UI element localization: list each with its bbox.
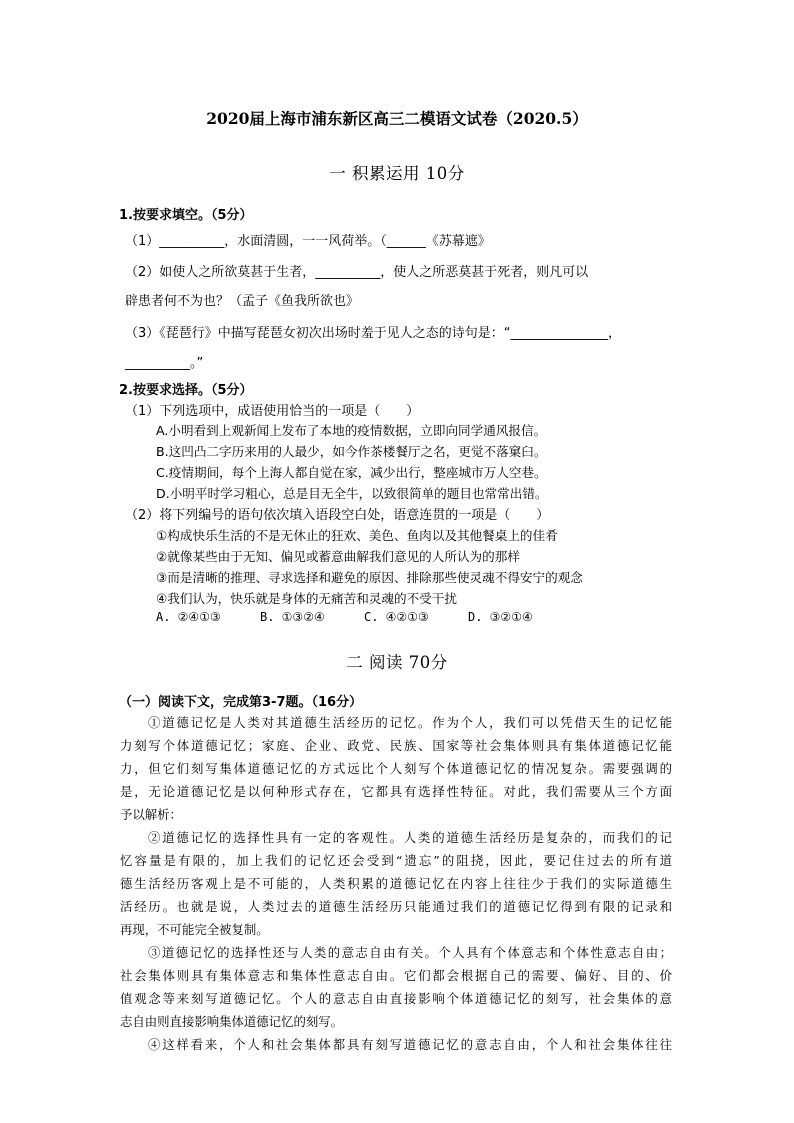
paragraph-line: ②道德记忆的选择性具有一定的客观性。人类的道德生活经历是复杂的，而我们的记 (148, 830, 672, 845)
option-a: A.小明看到上观新闻上发布了本地的疫情数据，立即向同学通风报信。 (156, 423, 547, 438)
sentence-4: ④我们认为，快乐就是身体的无痛苦和灵魂的不受干扰 (156, 591, 457, 606)
paragraph-line: 德生活经历客观上是不可能的，人类积累的道德记忆在内容上往往少于我们的实际道德生 (120, 876, 672, 891)
section-heading-reading: 二 阅读 70分 (346, 653, 448, 672)
question-1-item-1: （1）__________，水面清圆，一一风荷举。（______《苏幕遮》 (125, 234, 491, 249)
paragraph-line: 忆容量是有限的，加上我们的记忆还会受到“遗忘”的阻挠，因此，要记住过去的所有道 (120, 853, 672, 868)
paragraph-line: 社会集体则具有集体意志和集体性意志自由。它们都会根据自己的需要、偏好、目的、价 (120, 968, 672, 983)
reading-1-label: （一）阅读下文，完成第3-7题。（16分） (119, 695, 363, 710)
paragraph-line: 值观念等来刻写道德记忆。个人的意志自由直接影响个体道德记忆的刻写，社会集体的意 (120, 991, 672, 1006)
section-heading-accumulation: 一 积累运用 10分 (329, 164, 465, 183)
order-choices (156, 610, 572, 624)
order-choice-a: A. ②④①③ (156, 610, 221, 624)
paragraph-line: 力，但它们刻写集体道德记忆的方式远比个人刻写个体道德记忆的情况复杂。需要强调的 (120, 761, 672, 776)
sentence-1: ①构成快乐生活的不是无休止的狂欢、美色、鱼肉以及其他餐桌上的佳肴 (156, 528, 558, 543)
page-title: 2020届上海市浦东新区高三二模语文试卷（2020.5） (206, 109, 588, 128)
sentence-3: ③而是清晰的推理、寻求选择和避免的原因、排除那些使灵魂不得安宁的观念 (156, 570, 583, 585)
paragraph-line: 是，无论道德记忆是以何种形式存在，它都具有选择性特征。对此，我们需要从三个方面 (120, 784, 672, 799)
paragraph-line: 志自由则直接影响集体道德记忆的刻写。 (120, 1014, 344, 1029)
paragraph-line: 活经历。也就是说，人类过去的道德生活经历只能通过我们的道德记忆得到有限的记录和 (120, 899, 672, 914)
sentence-2: ②就像某些由于无知、偏见或蓄意曲解我们意见的人所认为的那样 (156, 549, 520, 564)
option-b: B.这凹凸二字历来用的人最少，如今作茶楼餐厅之名，更觉不落窠臼。 (156, 444, 547, 459)
option-c: C.疫情期间，每个上海人都自觉在家，减少出行，整座城市万人空巷。 (156, 465, 547, 480)
order-choice-b: B. ①③②④ (260, 610, 325, 624)
question-2-sub-1: （1）下列选项中，成语使用恰当的一项是（ ） (125, 404, 420, 419)
paragraph-line: 力刻写个体道德记忆；家庭、企业、政党、民族、国家等社会集体则具有集体道德记忆能 (120, 738, 672, 753)
order-choice-c: C. ④②①③ (364, 610, 429, 624)
paragraph-line: 予以解析： (120, 807, 182, 822)
question-1-item-2-cont: 辟患者何不为也？（孟子《鱼我所欲也》 (125, 294, 360, 309)
question-2-sub-2: （2）将下列编号的语句依次填入语段空白处，语意连贯的一项是（ ） (125, 508, 550, 523)
paragraph-line: ①道德记忆是人类对其道德生活经历的记忆。作为个人，我们可以凭借天生的记忆能 (148, 715, 672, 730)
paragraph-line: ④这样看来，个人和社会集体都具有刻写道德记忆的意志自由，个人和社会集体往往 (148, 1037, 672, 1052)
question-1-item-3-cont: __________。” (125, 356, 204, 371)
question-2-label: 2.按要求选择。（5分） (119, 383, 253, 398)
order-choice-d: D. ③②①④ (468, 610, 533, 624)
paragraph-line: ③道德记忆的选择性还与人类的意志自由有关。个人具有个体意志和个体性意志自由； (148, 945, 672, 960)
question-1-item-2: （2）如使人之所欲莫甚于生者，__________，使人之所恶莫甚于死者，则凡可以 (125, 265, 589, 280)
paragraph-line: 再现，不可能完全被复制。 (120, 922, 269, 937)
question-1-label: 1.按要求填空。（5分） (119, 208, 253, 223)
option-d: D.小明平时学习粗心，总是目无全牛，以致很简单的题目也常常出错。 (156, 486, 548, 501)
question-1-item-3: （3）《琵琶行》中描写琵琶女初次出场时羞于见人之态的诗句是：“_______________， (125, 326, 622, 341)
